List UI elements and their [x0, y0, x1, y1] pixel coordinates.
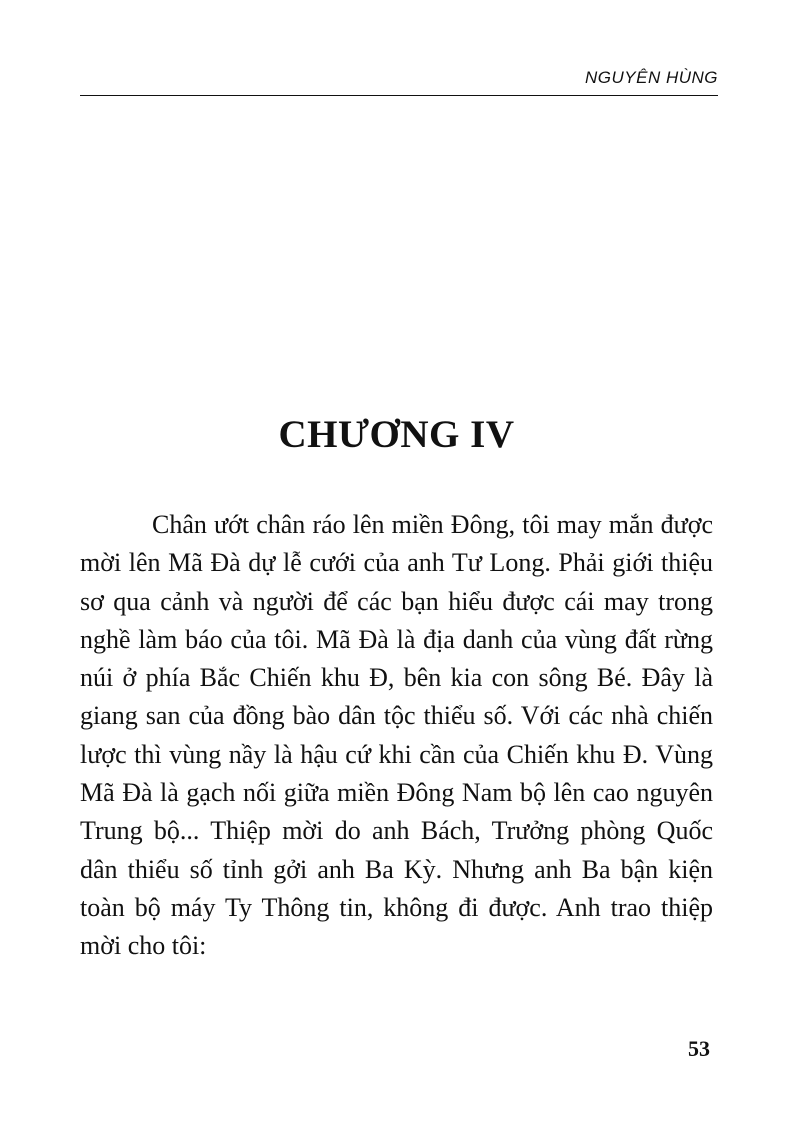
- running-header-author: NGUYÊN HÙNG: [584, 68, 718, 87]
- body-paragraph: Chân ướt chân ráo lên miền Đông, tôi may mắn được mời lên Mã Đà dự lễ cưới của anh Tư Long. Phải giới thiệu sơ qua cảnh và người để các bạn hiểu được cái may trong nghề làm báo của tôi. Mã Đà là địa danh của vùng đất rừng núi ở phía Bắc Chiến khu Đ, bên kia con sông Bé. Đây là giang san của đồng bào dân tộc thiểu số. Với các nhà chiến lược thì vùng nầy là hậu cứ khi cần của Chiến khu Đ. Vùng Mã Đà là gạch nối giữa miền Đông Nam bộ lên cao nguyên Trung bộ... Thiệp mời do anh Bách, Trưởng phòng Quốc dân thiểu số tỉnh gởi anh Ba Kỳ. Nhưng anh Ba bận kiện toàn bộ máy Ty Thông tin, không đi được. Anh trao thiệp mời cho tôi:: [80, 510, 713, 961]
- page-number: 53: [688, 1036, 710, 1061]
- header-rule: [80, 95, 718, 96]
- chapter-title: CHƯƠNG IV: [278, 413, 515, 456]
